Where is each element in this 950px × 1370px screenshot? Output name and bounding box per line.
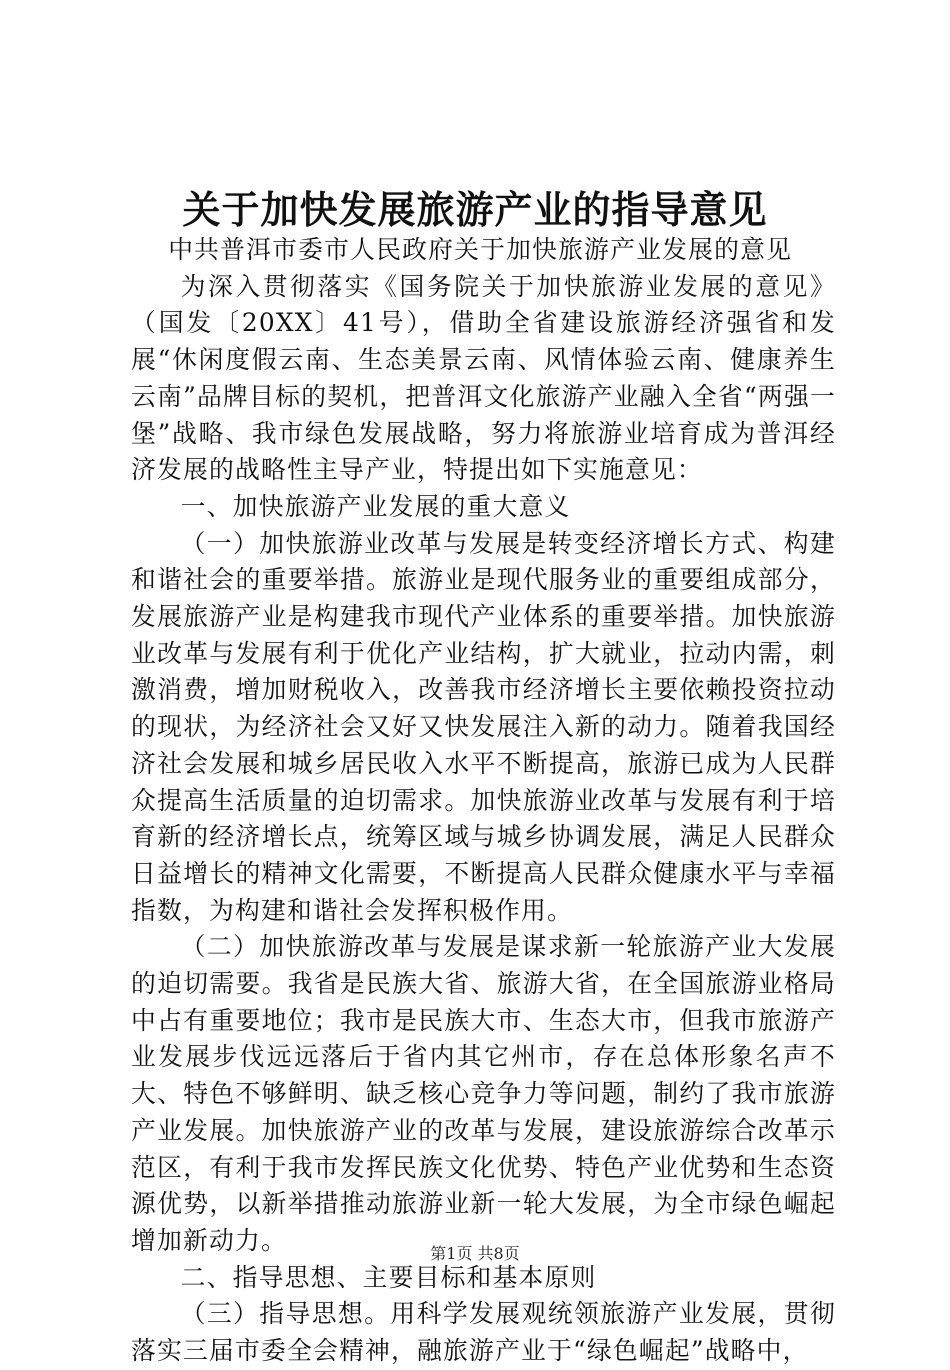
- intro-paragraph: 为深入贯彻落实《国务院关于加快旅游业发展的意见》（国发〔20XX〕41号），借助全省建设旅游经济强省和发展“休闲度假云南、生态美景云南、风情体验云南、健康养生云南”品牌目标的契机，把普洱文化旅游产业融入全省“两强一堡”战略、我市绿色发展战略，努力将旅游业培育成为普洱经济发展的战略性主导产业，特提出如下实施意见：: [131, 271, 836, 485]
- paragraph-2: （二）加快旅游改革与发展是谋求新一轮旅游产业大发展的迫切需要。我省是民族大省、旅游大省，在全国旅游业格局中占有重要地位；我市是民族大市、生态大市，但我市旅游产业发展步伐远远落后于省内其它州市，存在总体形象名声不大、特色不够鲜明、缺乏核心竞争力等问题，制约了我市旅游产业发展。加快旅游产业的改革与发展，建设旅游综合改革示范区，有利于我市发挥民族文化优势、特色产业优势和生态资源优势，以新举措推动旅游业新一轮大发展，为全市绿色崛起增加新动力。: [131, 932, 836, 1255]
- paragraph-1: （一）加快旅游业改革与发展是转变经济增长方式、构建和谐社会的重要举措。旅游业是现代服务业的重要组成部分，发展旅游产业是构建我市现代产业体系的重要举措。加快旅游业改革与发展有利于优化产业结构，扩大就业，拉动内需，刺激消费，增加财税收入，改善我市经济增长主要依赖投资拉动的现状，为经济社会又好又快发展注入新的动力。随着我国经济社会发展和城乡居民收入水平不断提高，旅游已成为人民群众提高生活质量的迫切需求。加快旅游业改革与发展有利于培育新的经济增长点，统筹区域与城乡协调发展，满足人民群众日益增长的精神文化需要，不断提高人民群众健康水平与幸福指数，为构建和谐社会发挥积极作用。: [131, 528, 836, 925]
- document-title: 关于加快发展旅游产业的指导意见: [182, 187, 768, 232]
- section-heading-1: 一、加快旅游产业发展的重大意义: [180, 491, 571, 521]
- document-body: [131, 232, 836, 1370]
- section-heading-2: 二、指导思想、主要目标和基本原则: [180, 1262, 597, 1292]
- page-footer: 第1页 共8页: [430, 1244, 520, 1263]
- document-subtitle: 中共普洱市委市人民政府关于加快旅游产业发展的意见: [168, 235, 793, 264]
- paragraph-3: （三）指导思想。用科学发展观统领旅游产业发展，贯彻落实三届市委全会精神，融旅游产业于“绿色崛起”战略中，: [131, 1299, 836, 1366]
